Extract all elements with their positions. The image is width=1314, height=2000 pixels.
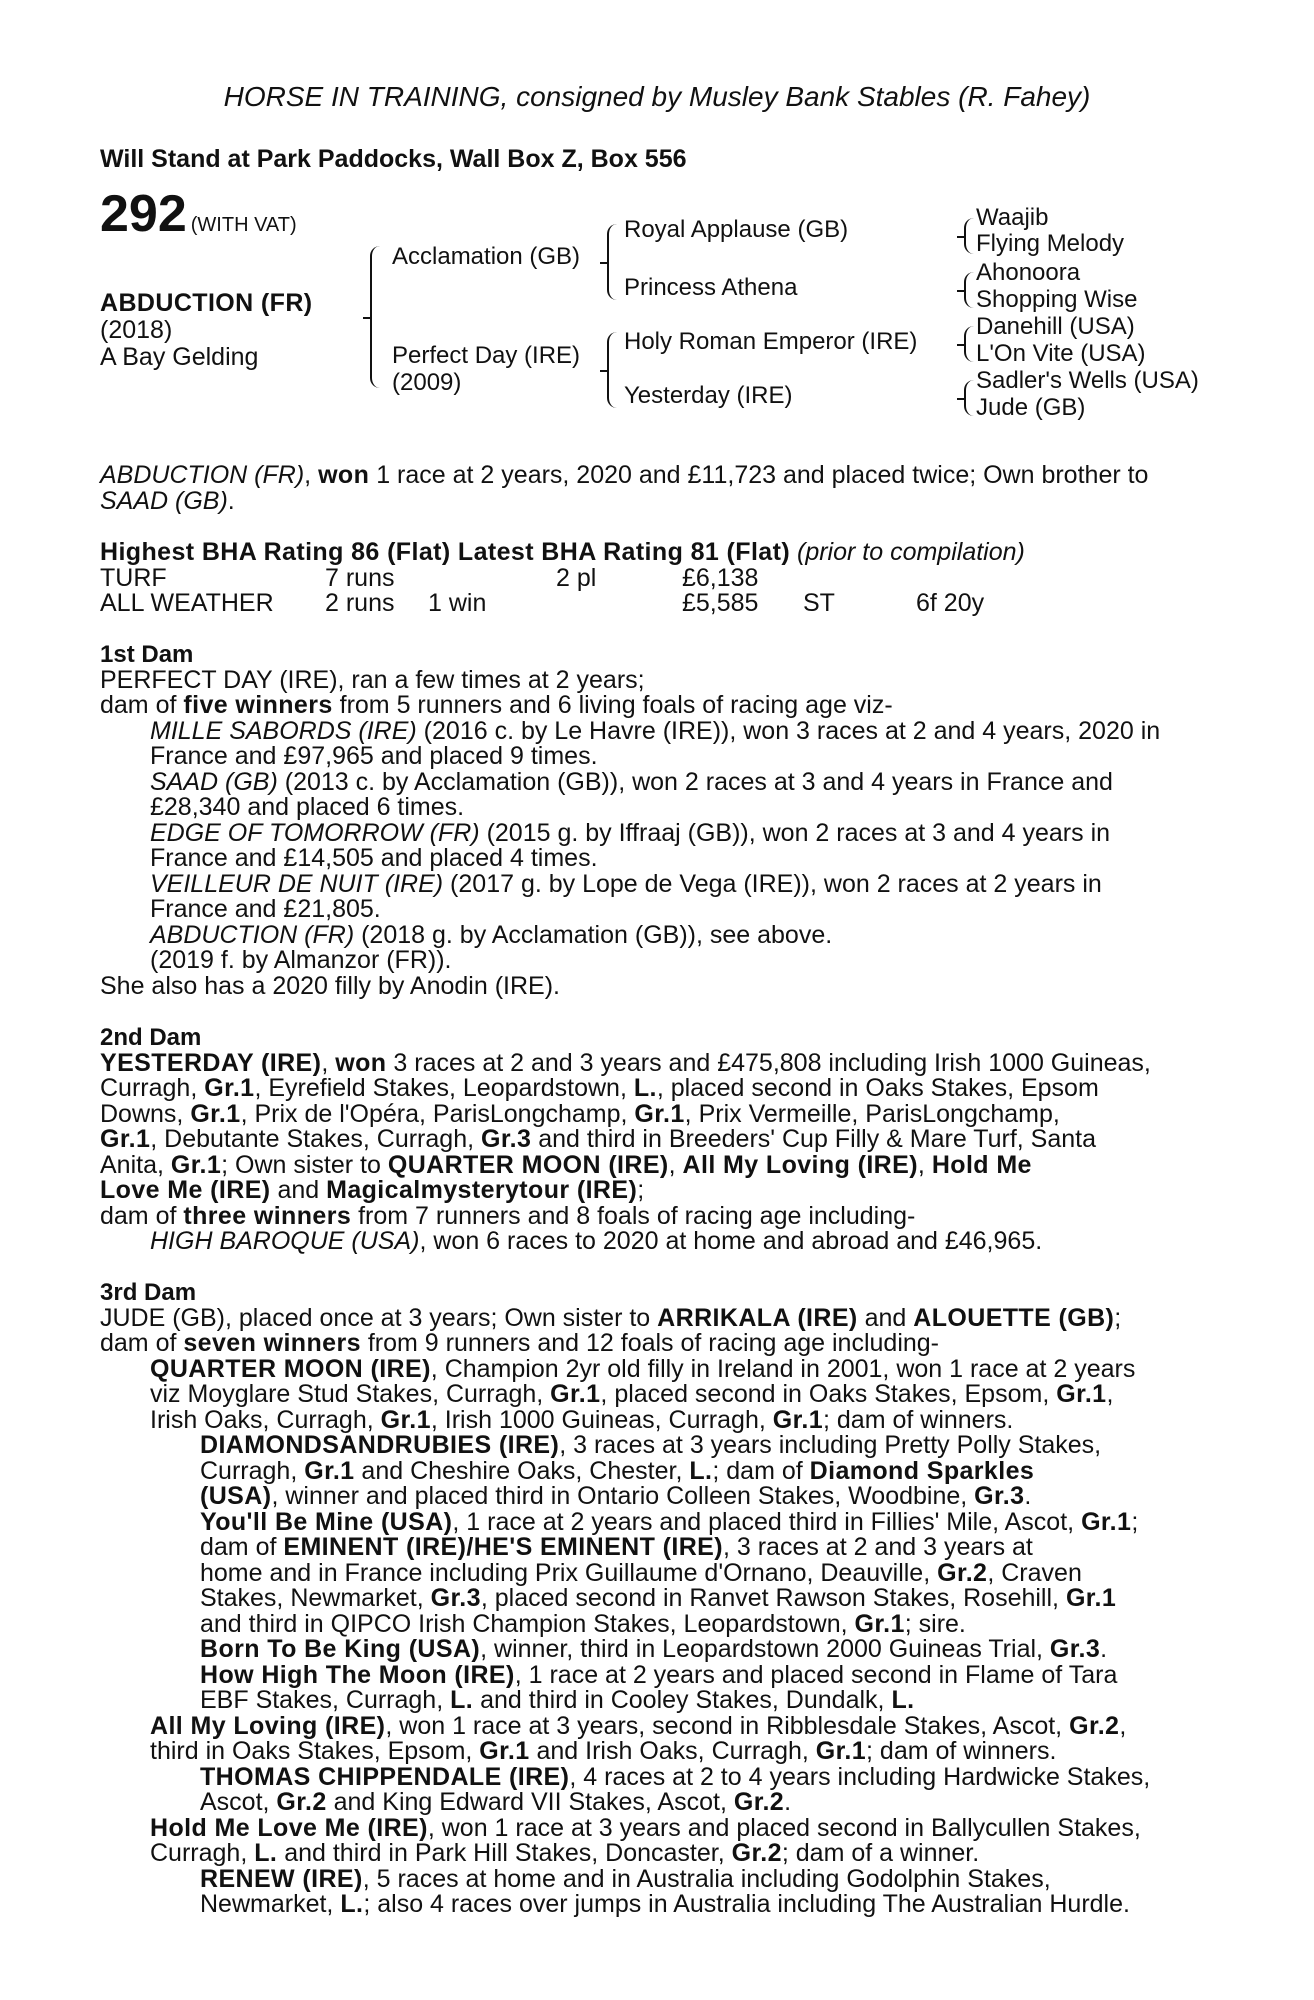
grand-produce-entry: You'll Be Mine (USA), 1 race at 2 years and placed third in Fillies' Mile, Ascot, Gr.1; dam of EMINENT (IRE)/HE'S EMINENT (IRE), 3 races at 2 and 3 years at home and in France including Prix Guillaume d'Ornano, Deauville, Gr.2, Craven Stakes, Newmarket, Gr.3, placed second in Ranvet Rawson Stakes, Rosehill, Gr.1 and third in QIPCO Irish Champion Stakes, Leopardstown, Gr.1; sire. bbox=[200, 1507, 1139, 1638]
summary-text: 1 race at 2 years, 2020 and £11,723 and placed twice; Own brother to bbox=[369, 461, 1149, 489]
first-dam-section bbox=[100, 642, 1204, 999]
produce-entry: EDGE OF TOMORROW (FR) (2015 g. by Iffraaj (GB)), won 2 races at 3 and 4 years in France and £14,505 and placed 4 times. bbox=[150, 818, 1111, 872]
grand-produce-entry: THOMAS CHIPPENDALE (IRE), 4 races at 2 to 4 years including Hardwicke Stakes, Ascot, Gr.2 and King Edward VII Stakes, Ascot, Gr.2. bbox=[200, 1762, 1151, 1816]
first-dam-dam-of: dam of five winners from 5 runners and 6 living foals of racing age viz- bbox=[100, 691, 893, 719]
pedigree-gen4-8: Jude (GB) bbox=[976, 394, 1086, 421]
produce-name: EDGE OF TOMORROW (FR) bbox=[150, 818, 480, 847]
pedigree-sire: Acclamation (GB) bbox=[392, 243, 581, 270]
rating-note: (prior to compilation) bbox=[797, 538, 1025, 566]
pedigree-gen4-5: Danehill (USA) bbox=[976, 313, 1135, 340]
produce-name: VEILLEUR DE NUIT (IRE) bbox=[150, 869, 444, 898]
pedigree-sire-dam: Princess Athena bbox=[624, 274, 798, 301]
summary-horse-name: ABDUCTION (FR) bbox=[100, 461, 305, 489]
pedigree-brace-sire bbox=[607, 224, 619, 300]
pedigree-brace-g4-2 bbox=[964, 272, 976, 308]
second-dam-record: YESTERDAY (IRE), won 3 races at 2 and 3 years and £475,808 including Irish 1000 Guineas, Curragh, Gr.1, Eyrefield Stakes, Leopardstown, L., placed second in Oaks Stakes, Epsom Downs, Gr.1, Prix de l'Opéra, ParisLongchamp, Gr.1, Prix Vermeille, ParisLongchamp, Gr.1, Debutante Stakes, Curragh, Gr.3 and third in Breeders' Cup Filly & Mare Turf, Santa Anita, Gr.1; Own sister to QUARTER MOON (IRE), All My Loving (IRE), Hold Me Love Me (IRE) and Magicalmysterytour (IRE); bbox=[100, 1048, 1151, 1204]
pedigree-sire-sire: Royal Applause (GB) bbox=[624, 216, 849, 243]
produce-entry: (2019 f. by Almanzor (FR)). bbox=[150, 946, 452, 974]
pedigree-brace-dam bbox=[607, 332, 619, 408]
second-dam-produce: HIGH BAROQUE (USA), won 6 races to 2020 at home and abroad and £46,965. bbox=[150, 1227, 1043, 1255]
grand-produce-entry: How High The Moon (IRE), 1 race at 2 years and placed second in Flame of Tara EBF Stakes, Curragh, L. and third in Cooley Stakes, Dundalk, L. bbox=[200, 1660, 1118, 1714]
pedigree-gen4-4: Shopping Wise bbox=[976, 286, 1138, 313]
rating-headline: Highest BHA Rating 86 (Flat) Latest BHA Rating 81 (Flat) bbox=[100, 538, 791, 566]
second-dam-section bbox=[100, 1025, 1204, 1255]
summary-brother: SAAD (GB) bbox=[100, 486, 228, 515]
third-dam-dam-of: dam of seven winners from 9 runners and 12 foals of racing age including- bbox=[100, 1329, 940, 1357]
pedigree-gen4-1: Waajib bbox=[976, 204, 1049, 231]
horse-description: A Bay Gelding bbox=[100, 343, 259, 371]
produce-entry: VEILLEUR DE NUIT (IRE) (2017 g. by Lope de Vega (IRE)), won 2 races at 2 years in France and £21,805. bbox=[150, 869, 1102, 923]
pedigree-brace-g4-1 bbox=[964, 218, 976, 254]
pedigree-gen4-3: Ahonoora bbox=[976, 259, 1081, 286]
second-dam-heading: 2nd Dam bbox=[100, 1024, 202, 1051]
first-dam-heading: 1st Dam bbox=[100, 641, 194, 668]
stats-row-all-weather: ALL WEATHER 2 runs 1 win £5,585 ST 6f 20y bbox=[100, 589, 985, 617]
produce-entry: QUARTER MOON (IRE), Champion 2yr old filly in Ireland in 2001, won 1 race at 2 years viz Moyglare Stud Stakes, Curragh, Gr.1, placed second in Oaks Stakes, Epsom, Gr.1, Irish Oaks, Curragh, Gr.1, Irish 1000 Guineas, Curragh, Gr.1; dam of winners. bbox=[150, 1354, 1136, 1434]
lot-number-block bbox=[100, 185, 297, 243]
produce-entry: MILLE SABORDS (IRE) (2016 c. by Le Havre (IRE)), won 3 races at 2 and 4 years, 2020 in France and £97,965 and placed 9 times. bbox=[150, 716, 1161, 770]
pedigree-gen4-7: Sadler's Wells (USA) bbox=[976, 367, 1199, 394]
pedigree-dam-dam: Yesterday (IRE) bbox=[624, 382, 793, 409]
vat-label: (WITH VAT) bbox=[190, 214, 297, 236]
pedigree-brace-main bbox=[370, 246, 382, 388]
summary-won: won bbox=[318, 461, 370, 489]
pedigree-dam-sire: Holy Roman Emperor (IRE) bbox=[624, 328, 918, 355]
pedigree-gen4-6: L'On Vite (USA) bbox=[976, 340, 1146, 367]
first-dam-intro: PERFECT DAY (IRE), ran a few times at 2 years; bbox=[100, 665, 645, 694]
third-dam-intro: JUDE (GB), placed once at 3 years; Own sister to ARRIKALA (IRE) and ALOUETTE (GB); bbox=[100, 1303, 1122, 1332]
grand-produce-entry: DIAMONDSANDRUBIES (IRE), 3 races at 3 years including Pretty Polly Stakes, Curragh, Gr.1 and Cheshire Oaks, Chester, L.; dam of Diamond Sparkles (USA), winner and placed third in Ontario Colleen Stakes, Woodbine, Gr.3. bbox=[200, 1431, 1102, 1510]
third-dam-produce-list bbox=[100, 1354, 1204, 1918]
second-dam-dam-of: dam of three winners from 7 runners and 8 foals of racing age including- bbox=[100, 1201, 916, 1230]
racing-summary: ABDUCTION (FR), won 1 race at 2 years, 2020 and £11,723 and placed twice; Own brother to SAAD (GB). bbox=[100, 461, 1149, 515]
produce-entry: ABDUCTION (FR) (2018 g. by Acclamation (GB)), see above. bbox=[150, 920, 833, 949]
horse-name: ABDUCTION (FR) bbox=[100, 289, 313, 317]
third-dam-heading: 3rd Dam bbox=[100, 1279, 197, 1306]
lot-number: 292 bbox=[100, 185, 187, 243]
produce-entry: SAAD (GB) (2013 c. by Acclamation (GB)), won 2 races at 3 and 4 years in France and £28,340 and placed 6 times. bbox=[150, 767, 1113, 821]
first-dam-produce-list bbox=[100, 716, 1204, 974]
pedigree-dam-year: (2009) bbox=[392, 369, 462, 396]
produce-name: MILLE SABORDS (IRE) bbox=[150, 716, 417, 745]
produce-entry: Hold Me Love Me (IRE), won 1 race at 3 years and placed second in Ballycullen Stakes, Curragh, L. and third in Park Hill Stakes, Doncaster, Gr.2; dam of a winner. bbox=[150, 1813, 1141, 1867]
pedigree-brace-g4-3 bbox=[964, 326, 976, 362]
grand-produce-entry: Born To Be King (USA), winner, third in Leopardstown 2000 Guineas Trial, Gr.3. bbox=[200, 1635, 1108, 1663]
pedigree-dam: Perfect Day (IRE) bbox=[392, 342, 581, 369]
pedigree-gen4-2: Flying Melody bbox=[976, 230, 1125, 257]
stand-location: Will Stand at Park Paddocks, Wall Box Z, Box 556 bbox=[100, 145, 687, 173]
first-dam-also: She also has a 2020 filly by Anodin (IRE). bbox=[100, 971, 560, 1000]
produce-name: SAAD (GB) bbox=[150, 767, 278, 796]
stats-row-turf: TURF 7 runs 2 pl £6,138 bbox=[100, 563, 759, 592]
pedigree-brace-g4-4 bbox=[964, 380, 976, 416]
grand-produce-entry: RENEW (IRE), 5 races at home and in Australia including Godolphin Stakes, Newmarket, L.; also 4 races over jumps in Australia including The Australian Hurdle. bbox=[200, 1864, 1130, 1918]
horse-year: (2018) bbox=[100, 316, 173, 344]
page-title: HORSE IN TRAINING, consigned by Musley Bank Stables (R. Fahey) bbox=[223, 81, 1091, 112]
rating-block bbox=[100, 540, 1204, 617]
produce-entry: All My Loving (IRE), won 1 race at 3 years, second in Ribblesdale Stakes, Ascot, Gr.2, third in Oaks Stakes, Epsom, Gr.1 and Irish Oaks, Curragh, Gr.1; dam of winners. bbox=[150, 1711, 1127, 1765]
third-dam-section bbox=[100, 1280, 1204, 1918]
produce-name: ABDUCTION (FR) bbox=[150, 920, 355, 949]
horse-identity bbox=[100, 290, 313, 371]
